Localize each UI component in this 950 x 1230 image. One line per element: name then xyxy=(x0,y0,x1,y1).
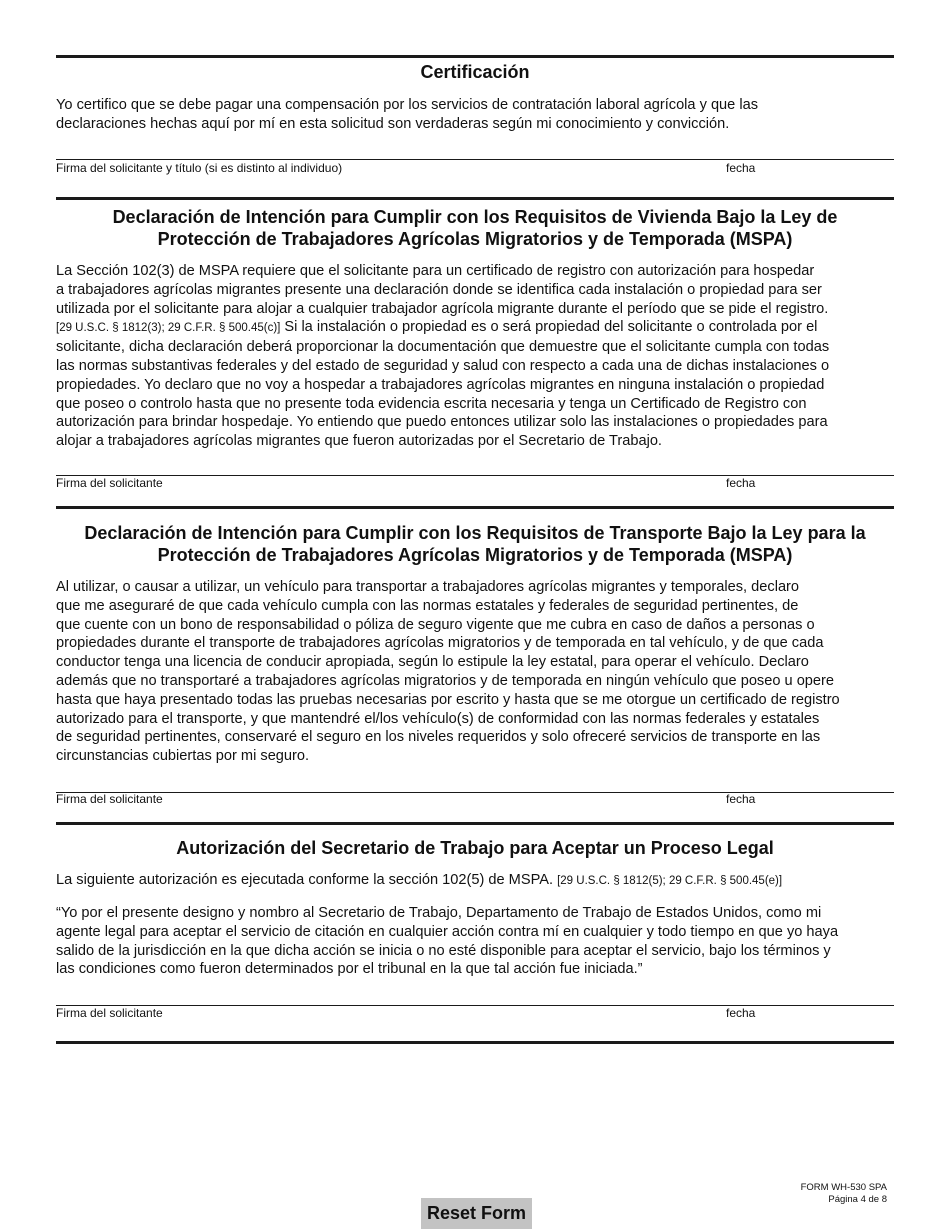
transport-date-label: fecha xyxy=(726,792,756,806)
transport-title xyxy=(56,522,894,566)
form-id: FORM WH-530 SPA xyxy=(800,1182,887,1193)
transport-text: Al utilizar, o causar a utilizar, un vehículo para transportar a trabajadores agrícolas migrantes y temporales, declaro que me aseguraré de que cada vehículo cumpla con las normas estatales y federales de seguridad pertinentes, de que cuente con un bono de responsabilidad o póliza de seguro vigente que me cubra en caso de daños a personas o propiedades durante el transporte de trabajadores agrícolas migratorios y de temporada en tal vehículo, y de que cada conductor tenga una licencia de conducir apropiada, según lo estipule la ley estatal, para operar el vehículo. Declaro además que no transportaré a trabajadores agrícolas migratorios y de temporada en ningún vehículo que poseo u opere hasta que haya presentado todas las pruebas necesarias por escrito y hasta que se me otorgue un certificado de registro autorizado para el transporte, y que mantendré el/los vehículo(s) de conformidad con las normas federales y estatales de seguridad pertinentes, conservaré el seguro en los niveles requeridos y solo ofreceré servicios de transporte en las circunstancias cubiertas por mi seguro. xyxy=(56,579,840,765)
legal-title: Autorización del Secretario de Trabajo para Aceptar un Proceso Legal xyxy=(176,838,774,858)
certification-signature-label: Firma del solicitante y título (si es distinto al individuo) xyxy=(56,161,343,175)
legal-intro xyxy=(56,871,894,891)
legal-citation: [29 U.S.C. § 1812(5); 29 C.F.R. § 500.45(e)] xyxy=(557,875,783,887)
housing-citation: [29 U.S.C. § 1812(3); 29 C.F.R. § 500.45(c)] xyxy=(56,322,281,335)
housing-title-line2: Protección de Trabajadores Agrícolas Migratorios y de Temporada (MSPA) xyxy=(157,229,793,249)
housing-date-label: fecha xyxy=(726,476,756,490)
certification-text: Yo certifico que se debe pagar una compensación por los servicios de contratación laboral agrícola y que las declaraciones hechas aquí por mí en esta solicitud son verdaderas según mi conocimiento y convicción. xyxy=(56,97,759,132)
legal-signature-label: Firma del solicitante xyxy=(56,1006,163,1020)
transport-signature-label: Firma del solicitante xyxy=(56,792,163,806)
housing-signature-line[interactable] xyxy=(56,475,894,476)
section-divider xyxy=(56,822,894,825)
legal-date-label: fecha xyxy=(726,1006,756,1020)
housing-text xyxy=(56,262,894,451)
certification-signature-line[interactable] xyxy=(56,159,894,160)
transport-title-line2: Protección de Trabajadores Agrícolas Migratorios y de Temporada (MSPA) xyxy=(157,545,793,565)
housing-signature-label: Firma del solicitante xyxy=(56,476,163,490)
housing-text-part2: Si la instalación o propiedad es o será propiedad del solicitante o controlada por el solicitante, dicha declaración deberá proporcionar la documentación que demuestre que el solicitante cumpla con todas las normas substantivas federales y del estado de seguridad y salud con respecto a cada una de dichas instalaciones o propiedades. Yo declaro que no voy a hospedar a trabajadores agrícolas migrantes en ninguna instalación o propiedad que poseo o controlo hasta que no presente toda evidencia escrita necesaria y tenga un Certificado de Registro con autorización para brindar hospedaje. Yo entiendo que puedo entonces utilizar solo las instalaciones o propiedades para alojar a trabajadores agrícolas migrantes que fueron autorizadas por el Secretario de Trabajo. xyxy=(56,319,830,450)
section-divider xyxy=(56,1041,894,1044)
certification-title: Certificación xyxy=(420,62,530,82)
transport-signature-line[interactable] xyxy=(56,792,894,793)
form-footer xyxy=(801,1182,887,1206)
transport-title-line1: Declaración de Intención para Cumplir con los Requisitos de Transporte Bajo la Ley para la xyxy=(84,523,866,543)
section-divider xyxy=(56,197,894,200)
page-number: Página 4 de 8 xyxy=(828,1194,887,1205)
legal-text: “Yo por el presente designo y nombro al Secretario de Trabajo, Departamento de Trabajo de Estados Unidos, como mi agente legal para aceptar el servicio de citación en cualquier acción contra mí en cualquier y todo tiempo en que yo haya salido de la jurisdicción en la que dicha acción se inicia o no esté disponible para aceptar el servicio, bajo los términos y las condiciones como fueron determinados por el tribunal en la que tal acción fue iniciada.” xyxy=(56,905,839,978)
housing-title-line1: Declaración de Intención para Cumplir con los Requisitos de Vivienda Bajo la Ley de xyxy=(112,207,838,227)
housing-text-part1: La Sección 102(3) de MSPA requiere que el solicitante para un certificado de registro con autorización para hospedar a trabajadores agrícolas migrantes presente una declaración donde se identifica cada instalación o propiedad para ser utilizada por el solicitante para alojar a cualquier trabajador agrícola migrante durante el período que se pide el registro. xyxy=(56,263,829,317)
legal-intro-text: La siguiente autorización es ejecutada conforme la sección 102(5) de MSPA. xyxy=(56,872,558,888)
housing-title xyxy=(56,206,894,250)
section-divider xyxy=(56,55,894,58)
reset-form-button[interactable]: Reset Form xyxy=(421,1198,532,1229)
section-divider xyxy=(56,506,894,509)
legal-signature-line[interactable] xyxy=(56,1005,894,1006)
certification-date-label: fecha xyxy=(726,161,756,175)
